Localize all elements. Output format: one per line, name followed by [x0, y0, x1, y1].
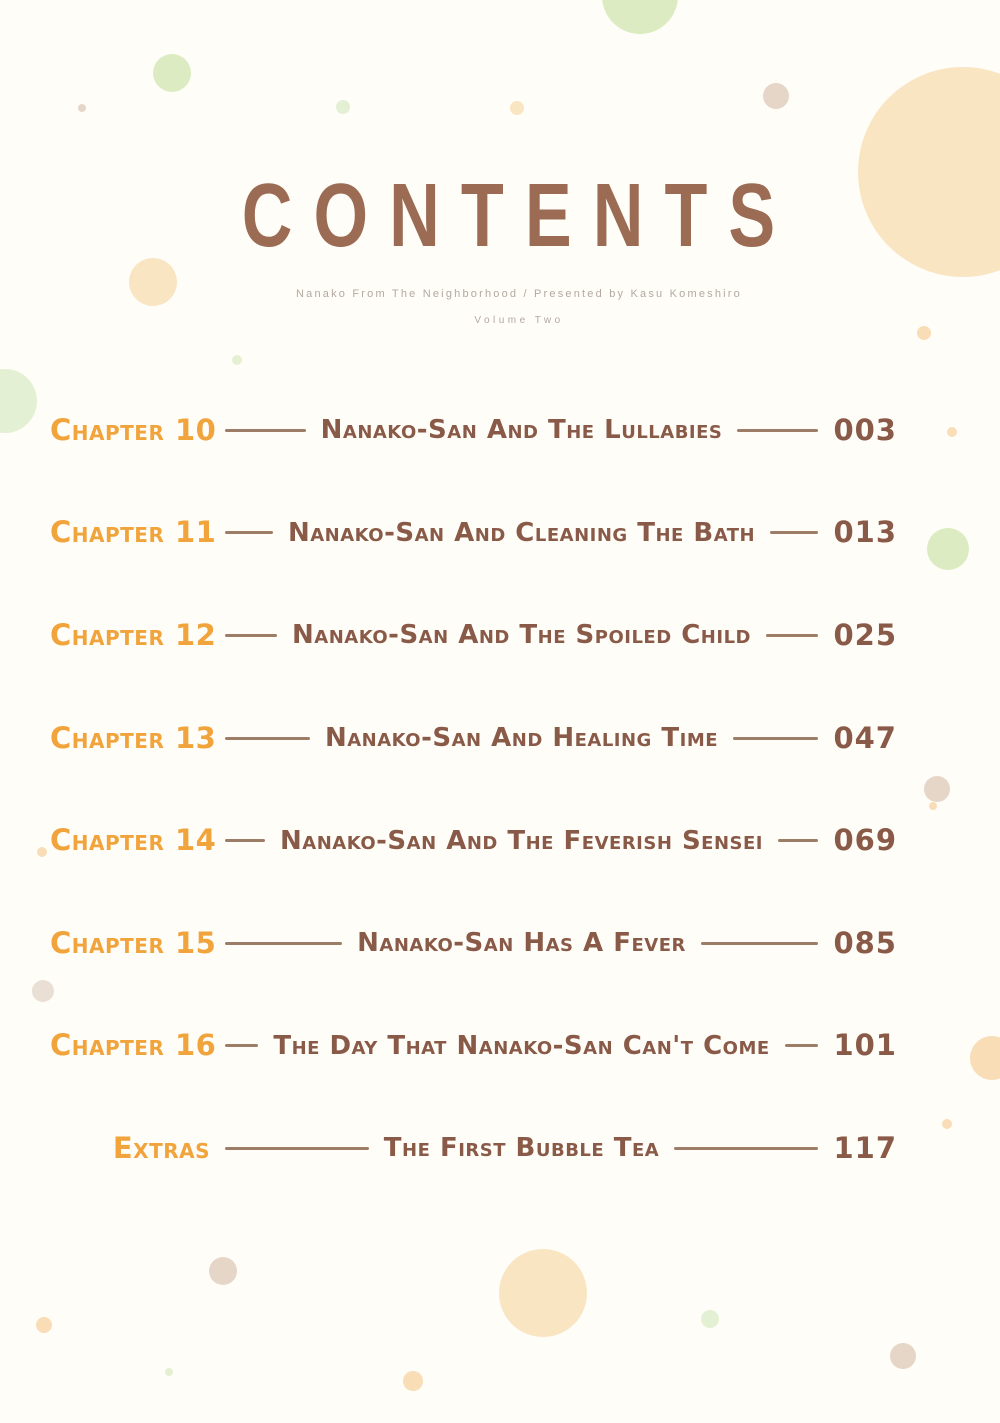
- decorative-dot: [232, 355, 242, 365]
- chapter-title: Nanako-San And The Lullabies: [320, 415, 723, 446]
- decorative-dot: [0, 369, 37, 433]
- table-of-contents: [50, 379, 897, 1200]
- decorative-dot: [499, 1249, 587, 1337]
- page-number: 117: [833, 1130, 898, 1165]
- leader-line: [674, 1147, 818, 1150]
- chapter-label: Chapter 14: [50, 823, 217, 858]
- chapter-title: The First Bubble Tea: [383, 1133, 660, 1164]
- decorative-dot: [927, 528, 969, 570]
- decorative-dot: [970, 1036, 1000, 1080]
- toc-row: [50, 687, 897, 790]
- leader-line: [225, 634, 277, 637]
- decorative-dot: [78, 104, 86, 112]
- decorative-dot: [947, 427, 957, 437]
- decorative-dot: [510, 101, 524, 115]
- decorative-dot: [942, 1119, 952, 1129]
- decorative-dot: [153, 54, 191, 92]
- page-number: 013: [833, 515, 898, 550]
- decorative-dot: [37, 847, 47, 857]
- toc-row: [50, 995, 897, 1098]
- leader-line: [225, 429, 306, 432]
- chapter-title: Nanako-San Has A Fever: [357, 928, 686, 959]
- header: [38, 166, 1000, 328]
- decorative-dot: [165, 1368, 173, 1376]
- toc-row: [50, 1097, 897, 1200]
- page-title: CONTENTS: [241, 166, 797, 266]
- chapter-title: Nanako-San And Healing Time: [324, 723, 719, 754]
- volume-label: Volume Two: [474, 315, 564, 327]
- toc-row: [50, 789, 897, 892]
- page-number: 047: [833, 720, 897, 755]
- leader-line: [737, 429, 818, 432]
- decorative-dot: [701, 1310, 719, 1328]
- page-number: 101: [833, 1028, 897, 1063]
- chapter-title: Nanako-San And The Spoiled Child: [292, 620, 751, 651]
- decorative-dot: [763, 83, 789, 109]
- chapter-label: Chapter 11: [50, 515, 217, 550]
- page-number: 003: [833, 412, 897, 447]
- chapter-label: Chapter 16: [50, 1028, 217, 1063]
- decorative-dot: [36, 1317, 52, 1333]
- toc-row: [50, 379, 897, 482]
- chapter-title: Nanako-San And The Feverish Sensei: [280, 825, 763, 856]
- leader-line: [766, 634, 818, 637]
- leader-line: [770, 531, 818, 534]
- decorative-dot: [924, 776, 950, 802]
- page-number: 085: [833, 925, 897, 960]
- leader-line: [225, 1044, 258, 1047]
- decorative-dot: [403, 1371, 423, 1391]
- chapter-label: Chapter 15: [50, 925, 217, 960]
- leader-line: [785, 1044, 818, 1047]
- chapter-label: Chapter 13: [50, 720, 217, 755]
- leader-line: [225, 942, 342, 945]
- subtitle: Nanako From The Neighborhood / Presented by Kasu Komeshiro: [296, 288, 742, 300]
- decorative-dot: [336, 100, 350, 114]
- chapter-label: Chapter 12: [50, 617, 217, 652]
- leader-line: [225, 1147, 369, 1150]
- chapter-label: Extras: [112, 1130, 210, 1165]
- leader-line: [225, 737, 310, 740]
- decorative-dot: [890, 1343, 916, 1369]
- page-number: 069: [833, 823, 898, 858]
- leader-line: [701, 942, 818, 945]
- chapter-title: Nanako-San And Cleaning The Bath: [287, 517, 756, 548]
- leader-line: [225, 839, 265, 842]
- page-number: 025: [833, 617, 898, 652]
- toc-row: [50, 892, 897, 995]
- chapter-label: Chapter 10: [50, 412, 217, 447]
- leader-line: [733, 737, 818, 740]
- chapter-title: The Day That Nanako-San Can't Come: [273, 1030, 770, 1061]
- leader-line: [225, 531, 273, 534]
- toc-row: [50, 584, 897, 687]
- decorative-dot: [602, 0, 678, 34]
- decorative-dot: [209, 1257, 237, 1285]
- toc-row: [50, 482, 897, 585]
- decorative-dot: [929, 802, 937, 810]
- leader-line: [778, 839, 818, 842]
